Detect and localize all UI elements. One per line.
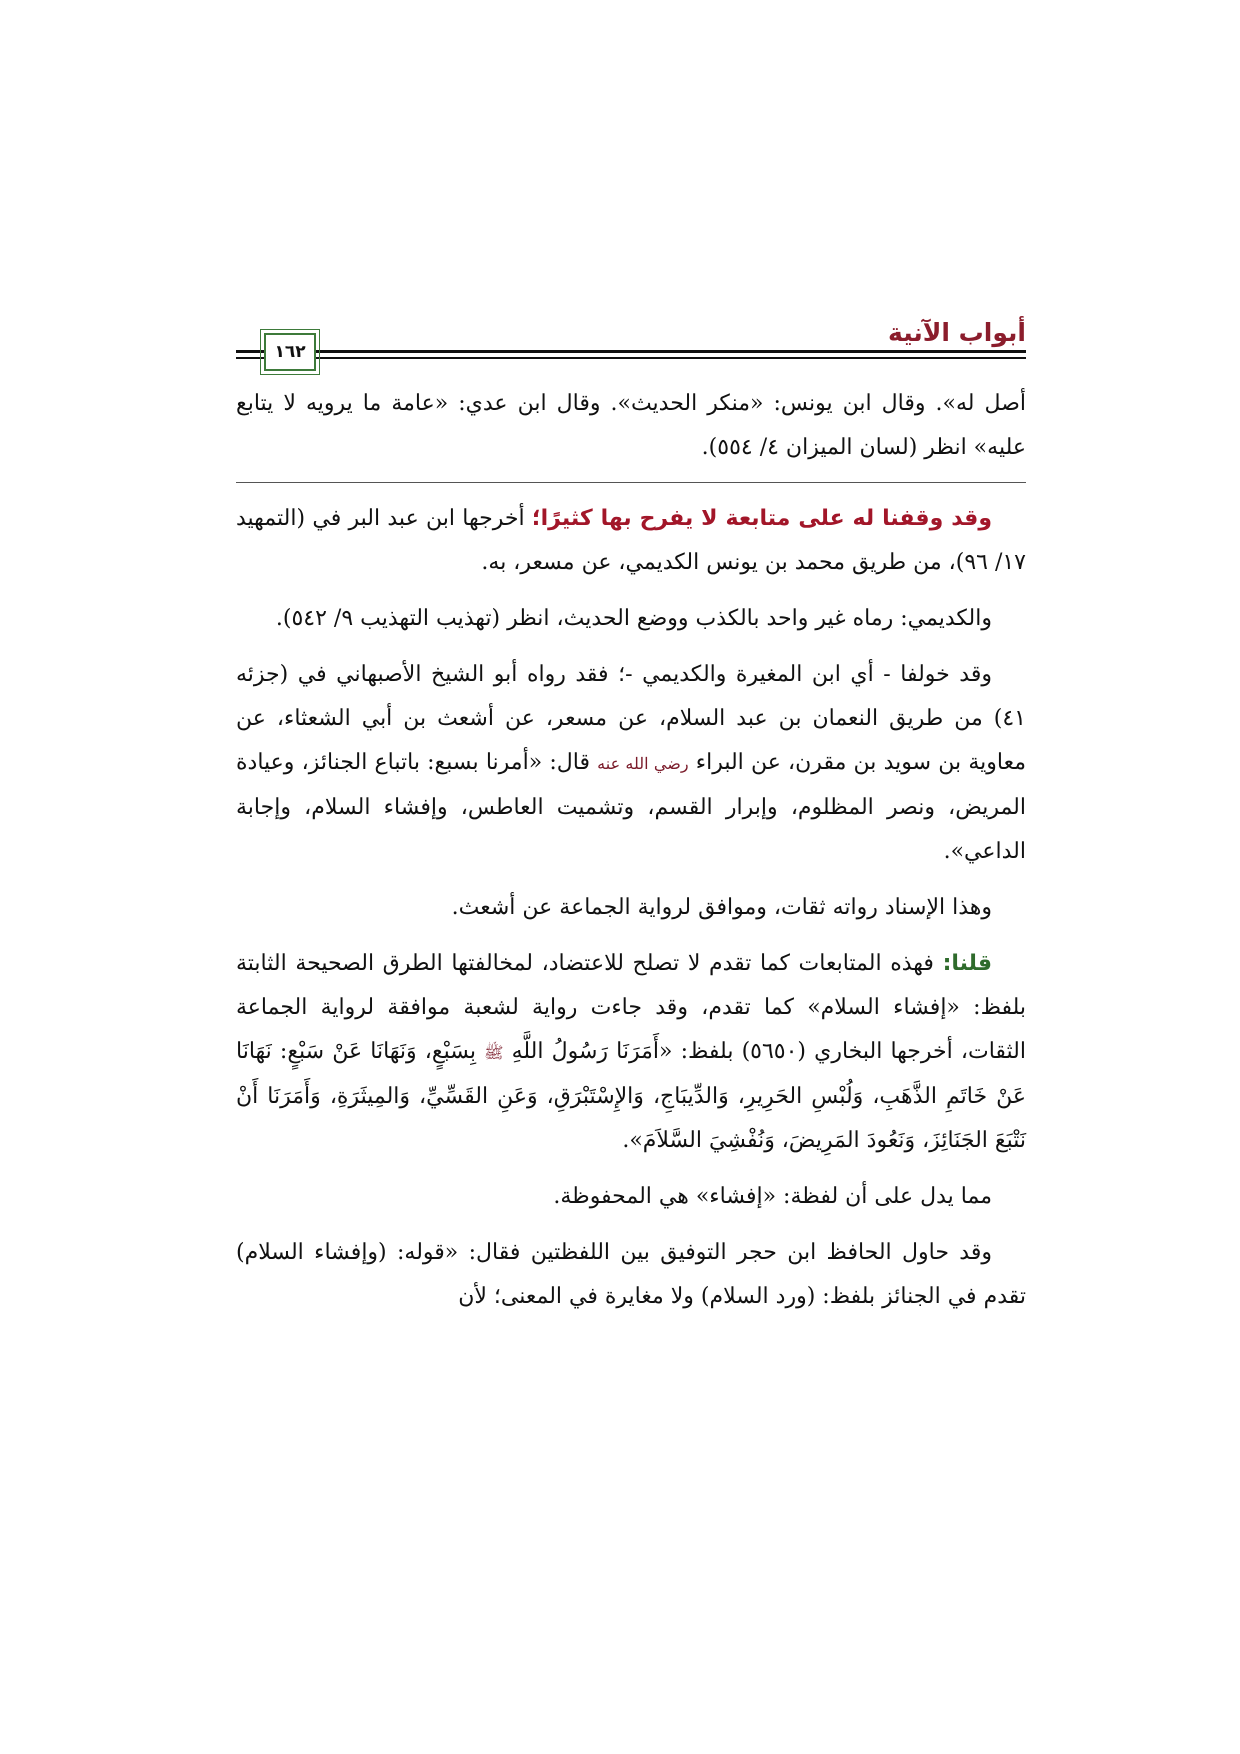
- paragraph-8-text: وقد حاول الحافظ ابن حجر التوفيق بين اللفظتين فقال: «قوله: (وإفشاء السلام) تقدم في الجنائز بلفظ: (ورد السلام) ولا مغايرة في المعنى؛ لأن: [236, 1240, 1026, 1309]
- footnote-divider: [236, 482, 1026, 483]
- body-text: [236, 382, 1026, 1319]
- honorific-radiallahu: رضي الله عنه: [597, 754, 689, 773]
- page-number: ١٦٢: [274, 342, 306, 362]
- paragraph-7-text: مما يدل على أن لفظة: «إفشاء» هي المحفوظة.: [553, 1184, 992, 1209]
- header-rule-thin: [236, 357, 1026, 359]
- page-number-badge: [264, 333, 316, 371]
- paragraph-4: [236, 653, 1026, 874]
- paragraph-5-text: وهذا الإسناد رواته ثقات، وموافق لرواية الجماعة عن أشعث.: [451, 895, 992, 920]
- paragraph-7: [236, 1175, 1026, 1219]
- paragraph-1-text: أصل له». وقال ابن يونس: «منكر الحديث». وقال ابن عدي: «عامة ما يرويه لا يتابع عليه» انظر (لسان الميزان ٤/ ٥٥٤).: [236, 391, 1026, 460]
- paragraph-2-text: أخرجها ابن عبد البر في (التمهيد ١٧/ ٩٦)، من طريق محمد بن يونس الكديمي، عن مسعر، به.: [236, 506, 1026, 575]
- paragraph-2: [236, 497, 1026, 585]
- paragraph-6-lead: قلنا:: [942, 951, 992, 976]
- running-header: [236, 300, 1026, 372]
- paragraph-6: [236, 942, 1026, 1163]
- paragraph-2-lead: وقد وقفنا له على متابعة لا يفرح بها كثيرًا؛: [531, 506, 993, 531]
- paragraph-6-text-after: بِسَبْعٍ، وَنَهَانَا عَنْ سَبْعٍ: نَهَانَا عَنْ خَاتَمِ الذَّهَبِ، وَلُبْسِ الحَرِيرِ، وَالدِّيبَاجِ، وَالإِسْتَبْرَقِ، وَعَنِ القَسِّيِّ، وَالمِيثَرَةِ، وَأَمَرَنَا أَنْ نَتْبَعَ الجَنَائِزَ، وَنَعُودَ المَرِيضَ، وَنُفْشِيَ السَّلاَمَ».: [236, 1039, 1026, 1153]
- page: [236, 300, 1026, 1620]
- chapter-title: أبواب الآنية: [888, 318, 1026, 347]
- paragraph-3-text: والكديمي: رماه غير واحد بالكذب ووضع الحديث، انظر (تهذيب التهذيب ٩/ ٥٤٢).: [275, 606, 992, 631]
- paragraph-8: [236, 1231, 1026, 1319]
- paragraph-1: [236, 382, 1026, 470]
- paragraph-5: [236, 886, 1026, 930]
- header-rule-thick: [236, 350, 1026, 353]
- paragraph-4-text-after: قال: «أمرنا بسبع: باتباع الجنائز، وعيادة المريض، ونصر المظلوم، وإبرار القسم، وتشميت العاطس، وإفشاء السلام، وإجابة الداعي».: [236, 750, 1026, 864]
- paragraph-4-text-before: وقد خولفا - أي ابن المغيرة والكديمي -؛ فقد رواه أبو الشيخ الأصبهاني في (جزئه ٤١) من طريق النعمان بن عبد السلام، عن مسعر، عن أشعث بن أبي الشعثاء، عن معاوية بن سويد بن مقرن، عن البراء: [236, 662, 1026, 775]
- honorific-salla: ﷺ: [484, 1043, 504, 1062]
- paragraph-3: [236, 597, 1026, 641]
- paragraph-6-text-before: فهذه المتابعات كما تقدم لا تصلح للاعتضاد، لمخالفتها الطرق الصحيحة الثابتة بلفظ: «إفشاء السلام» كما تقدم، وقد جاءت رواية لشعبة موافقة لرواية الجماعة الثقات، أخرجها البخاري (٥٦٥٠) بلفظ: «أَمَرَنَا رَسُولُ اللَّهِ: [236, 951, 1026, 1064]
